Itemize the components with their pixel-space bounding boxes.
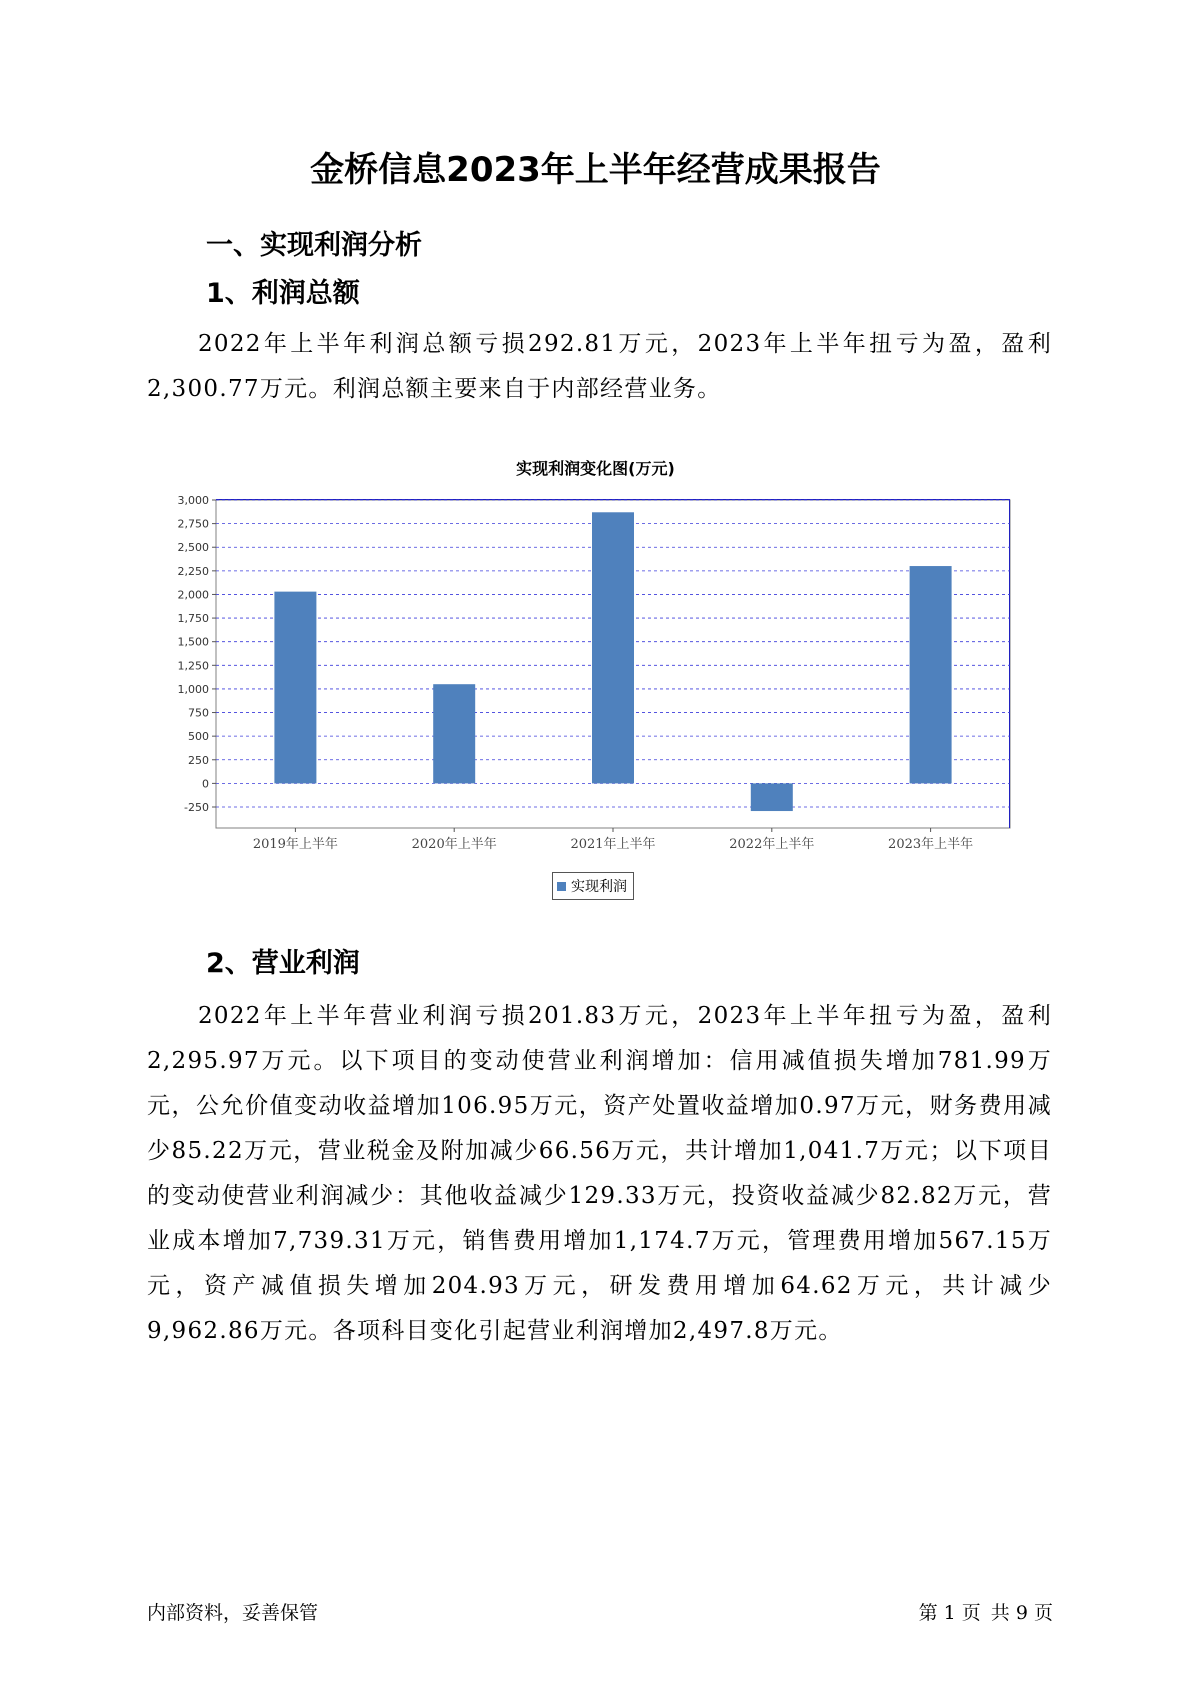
paragraph-operating-profit: 2022年上半年营业利润亏损201.83万元，2023年上半年扭亏为盈，盈利2,295.97万元。以下项目的变动使营业利润增加：信用减值损失增加781.99万元，公允价值变动收益增加106.95万元，资产处置收益增加0.97万元，财务费用减少85.22万元，营业税金及附加减少66.56万元，共计增加1,041.7万元；以下项目的变动使营业利润减少：其他收益减少129.33万元，投资收益减少82.82万元，营业成本增加7,739.31万元，销售费用增加1,174.7万元，管理费用增加567.15万元，资产减值损失增加204.93万元，研发费用增加64.62万元，共计减少9,962.86万元。各项科目变化引起营业利润增加2,497.8万元。 [147, 1003, 1052, 1344]
bar [592, 512, 634, 783]
x-tick-label: 2019年上半年 [252, 837, 338, 852]
y-tick-label: 750 [188, 706, 209, 720]
legend-swatch [557, 882, 566, 891]
plot-right-border [1009, 500, 1010, 828]
document-title: 金桥信息2023年上半年经营成果报告 [310, 150, 881, 190]
x-tick-label: 2023年上半年 [888, 837, 974, 852]
bar [751, 783, 793, 811]
page-suffix: 页 [961, 1602, 981, 1624]
chart-title: 实现利润变化图(万元) [516, 459, 675, 478]
x-tick-label: 2021年上半年 [570, 837, 656, 852]
y-tick-label: 1,250 [177, 659, 209, 673]
y-tick-label: 3,000 [177, 494, 209, 507]
total-prefix: 共 [990, 1602, 1010, 1624]
y-tick-label: 1,750 [177, 612, 209, 626]
bar [910, 566, 952, 783]
total-suffix: 页 [1033, 1602, 1053, 1624]
subheading-total-profit: 1、利润总额 [206, 278, 360, 309]
footer-page-info [919, 1598, 1053, 1625]
page-prefix: 第 [918, 1602, 938, 1624]
y-tick-label: 500 [188, 730, 209, 744]
paragraph-total-profit: 2022年上半年利润总额亏损292.81万元，2023年上半年扭亏为盈，盈利2,300.77万元。利润总额主要来自于内部经营业务。 [147, 331, 1052, 402]
y-tick-label: 1,000 [177, 682, 209, 696]
y-tick-label: 250 [188, 753, 209, 767]
section-heading-profit-analysis: 一、实现利润分析 [206, 230, 422, 261]
x-tick-label: 2022年上半年 [729, 837, 815, 852]
x-tick-label: 2020年上半年 [411, 837, 497, 852]
footer-confidential-note: 内部资料，妥善保管 [147, 1602, 319, 1624]
y-tick-label: 1,500 [177, 635, 209, 649]
y-tick-label: -250 [184, 801, 209, 814]
y-tick-label: 2,000 [177, 588, 209, 602]
page-number: 1 [943, 1602, 956, 1624]
bar [433, 684, 475, 783]
bar [274, 592, 316, 784]
y-tick-label: 2,500 [177, 541, 209, 555]
y-tick-label: 2,750 [177, 517, 209, 531]
chart-legend [552, 872, 634, 900]
subheading-operating-profit: 2、营业利润 [206, 948, 360, 979]
legend-label: 实现利润 [571, 879, 627, 895]
y-tick-label: 2,250 [177, 564, 209, 578]
y-tick-label: 0 [202, 777, 209, 791]
total-number: 9 [1015, 1602, 1028, 1624]
